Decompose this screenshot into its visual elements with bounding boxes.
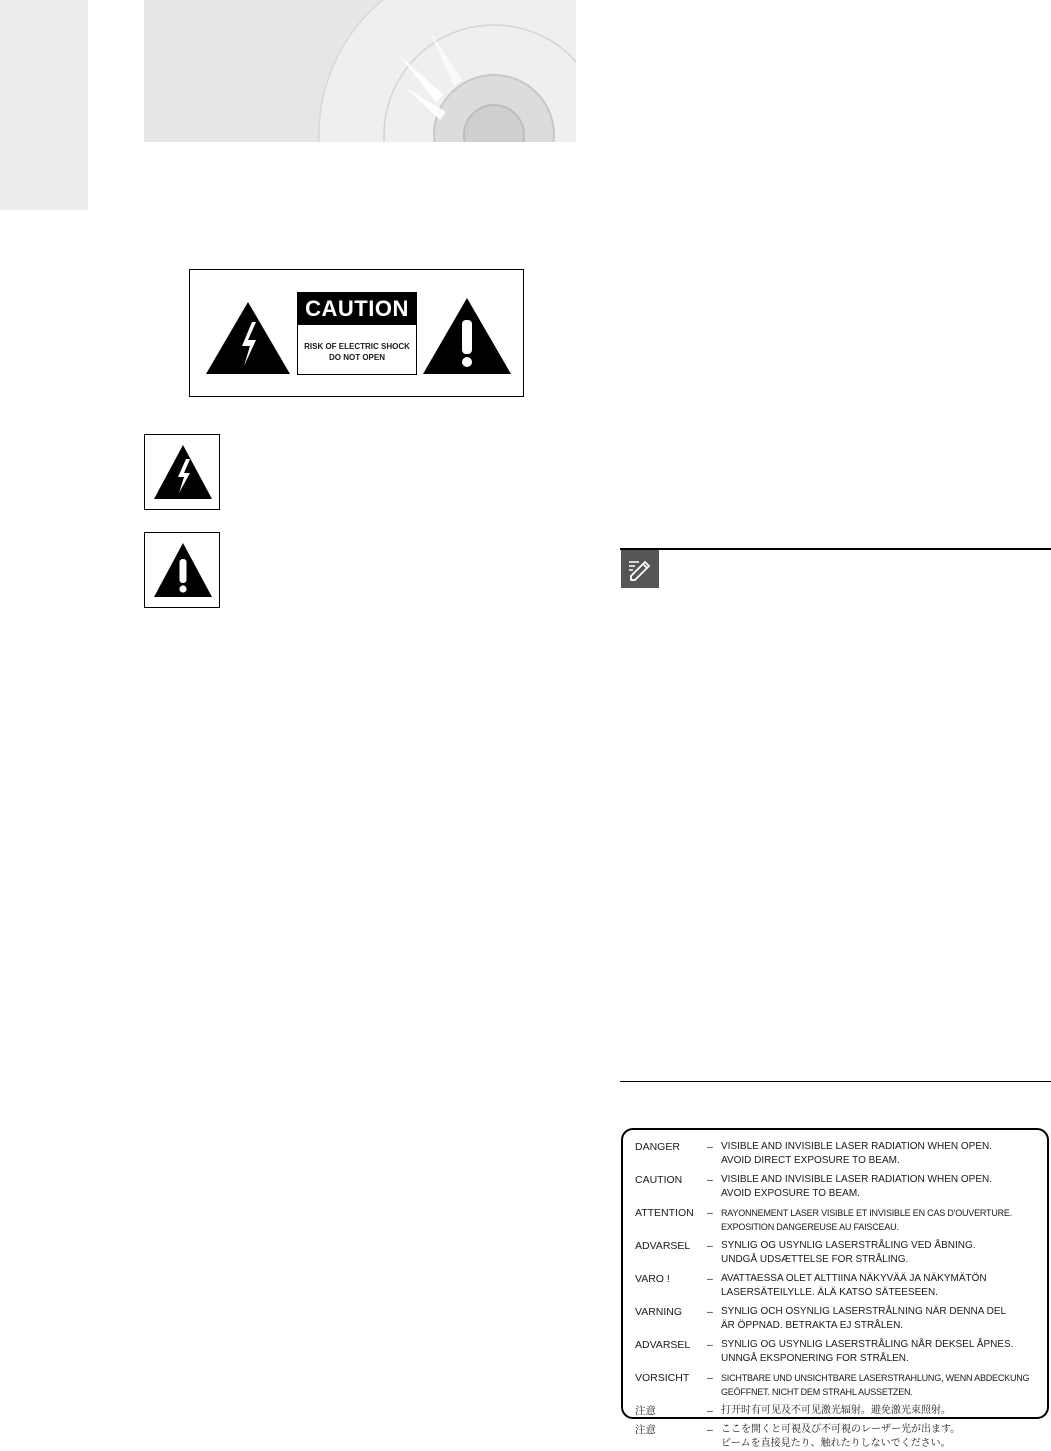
- caution-line-1: RISK OF ELECTRIC SHOCK: [304, 342, 410, 351]
- laser-row-label: DANGER: [635, 1141, 680, 1153]
- laser-row-dash: –: [707, 1405, 713, 1417]
- pencil-note-icon: [627, 556, 653, 582]
- caution-title: CAUTION: [298, 293, 416, 325]
- note-icon-box: [621, 550, 659, 588]
- lightning-warning-icon: [204, 300, 292, 376]
- laser-row-dash: –: [707, 1174, 713, 1186]
- laser-row: [635, 1272, 1047, 1300]
- laser-row-label: ADVARSEL: [635, 1240, 691, 1252]
- laser-row-text: SYNLIG OG USYNLIG LASERSTRÅLING VED ÅBNING. UNDGÅ UDSÆTTELSE FOR STRÅLING.: [721, 1240, 976, 1265]
- laser-row: [635, 1371, 1047, 1399]
- laser-row-label: VORSICHT: [635, 1372, 690, 1384]
- side-tab: [0, 0, 88, 210]
- laser-row-dash: –: [707, 1339, 713, 1351]
- laser-row: [635, 1140, 1047, 1168]
- laser-row: [635, 1338, 1047, 1366]
- laser-warning-label: [621, 1128, 1049, 1449]
- laser-row-text: VISIBLE AND INVISIBLE LASER RADIATION WHEN OPEN. AVOID EXPOSURE TO BEAM.: [721, 1174, 992, 1199]
- exclamation-symbol-box: [144, 532, 220, 608]
- laser-row-dash: –: [707, 1240, 713, 1252]
- laser-row-dash: –: [707, 1372, 713, 1384]
- laser-row-label: 注意: [635, 1405, 656, 1417]
- laser-row-text: RAYONNEMENT LASER VISIBLE ET INVISIBLE EN CAS D'OUVERTURE. EXPOSITION DANGEREUSE AU FAISCEAU.: [721, 1208, 1013, 1232]
- laser-row-label: ADVARSEL: [635, 1339, 691, 1351]
- laser-row-label: ATTENTION: [635, 1207, 694, 1219]
- laser-row-dash: –: [707, 1273, 713, 1285]
- laser-row: [635, 1404, 1047, 1418]
- laser-row-text: SYNLIG OCH OSYNLIG LASERSTRÅLNING NÄR DENNA DEL ÄR ÖPPNAD. BETRAKTA EJ STRÅLEN.: [721, 1306, 1007, 1331]
- laser-row-text: SICHTBARE UND UNSICHTBARE LASERSTRAHLUNG, WENN ABDECKUNG GEÖFFNET. NICHT DEM STRAHL AUSSETZEN.: [721, 1373, 1030, 1397]
- laser-row-text: VISIBLE AND INVISIBLE LASER RADIATION WHEN OPEN. AVOID DIRECT EXPOSURE TO BEAM.: [721, 1141, 992, 1166]
- caution-line-2: DO NOT OPEN: [328, 353, 385, 362]
- caution-label: [189, 269, 524, 397]
- caution-center-box: [297, 292, 417, 375]
- laser-row: [635, 1239, 1047, 1267]
- laser-row: [635, 1173, 1047, 1201]
- laser-row-dash: –: [707, 1306, 713, 1318]
- laser-row-dash: –: [707, 1141, 713, 1153]
- laser-row-text: AVATTAESSA OLET ALTTIINA NÄKYVÄÄ JA NÄKYMÄTÖN LASERSÄTEILYLLE. ÄLÄ KATSO SÄTEESEEN.: [721, 1273, 987, 1298]
- laser-row: [635, 1206, 1047, 1234]
- header-band: [144, 0, 576, 142]
- laser-row-label: VARO !: [635, 1273, 670, 1285]
- exclamation-warning-icon: [152, 541, 214, 599]
- laser-row-text: 打开时有可见及不可见激光辐射。避免激光束照射。: [721, 1405, 951, 1416]
- laser-row-dash: –: [707, 1207, 713, 1219]
- bottom-rule: [620, 1081, 1051, 1082]
- laser-row: [635, 1305, 1047, 1333]
- lightning-warning-icon: [152, 443, 214, 501]
- laser-row-label: CAUTION: [635, 1174, 683, 1186]
- lightning-symbol-box: [144, 434, 220, 510]
- exclamation-warning-icon: [421, 296, 513, 376]
- laser-row-dash: –: [707, 1424, 713, 1436]
- disc-graphic-icon: [144, 0, 576, 142]
- laser-row-text: ここを開くと可視及び不可視のレーザー光が出ます。 ビームを直接見たり、触れたりしないでください。: [721, 1424, 961, 1449]
- laser-row: [635, 1423, 1047, 1451]
- laser-row-label: 注意: [635, 1424, 656, 1436]
- note-rule: [620, 548, 1051, 550]
- laser-row-text: SYNLIG OG USYNLIG LASERSTRÅLING NÅR DEKSEL ÅPNES. UNNGÅ EKSPONERING FOR STRÅLEN.: [721, 1339, 1014, 1364]
- laser-row-label: VARNING: [635, 1306, 683, 1318]
